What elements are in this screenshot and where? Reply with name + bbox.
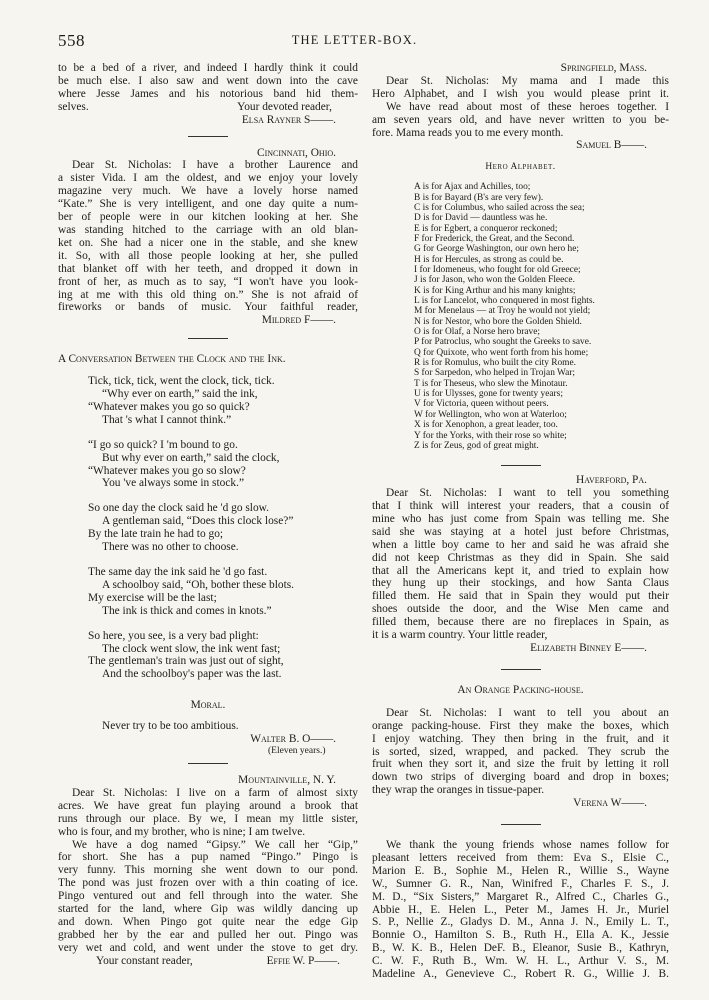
poem-line: The same day the ink said he 'd go fast. <box>88 566 268 578</box>
poem-line: So here, you see, is a very bad plight: <box>88 629 259 642</box>
alphabet-line: I for Idomeneus, who fought for old Greece; <box>414 265 581 275</box>
poem-line: But why ever on earth,” said the clock, <box>102 451 280 464</box>
text-line: We have read about most of these heroes together. I <box>386 100 669 113</box>
text-line: ber of people were in our kitchen looking at her. She <box>58 211 358 224</box>
text-line: that I think will interest your readers, that a cousin of <box>372 500 669 512</box>
signature: Elizabeth Binney E——. <box>530 641 647 654</box>
text-line: Dear St. Nicholas: I want to tell you about an <box>386 706 669 719</box>
text-line: am seven years old, and have never written to you be- <box>372 113 669 126</box>
poem-line: Tick, tick, tick, went the clock, tick, tick. <box>88 375 275 388</box>
page-number: 558 <box>58 31 85 50</box>
moral-line: Never try to be too ambitious. <box>102 720 239 733</box>
poem-line: By the late train he had to go; <box>88 528 224 541</box>
text-line: pleasant letters received from them: Eva S., Elsie C., <box>372 851 669 864</box>
place-line: Mountainville, N. Y. <box>238 773 336 786</box>
poem-line: My exercise will be the last; <box>88 591 217 604</box>
text-line: they hung up their stockings, and how Santa Claus <box>372 577 669 590</box>
alphabet-line: M for Menelaus — at Troy he would not yield; <box>414 306 591 317</box>
signature: Mildred F——. <box>261 314 336 327</box>
text-line: ket on. She had a nicer one in the stable, and she knew <box>58 236 358 249</box>
text-line: started for the land, where Gip was wildly dancing up <box>58 903 358 916</box>
divider-rule <box>501 824 541 825</box>
text-line: a sister Vida. I am the oldest, and we enjoy your lovely <box>58 172 358 185</box>
text-line: fireworks or bands of music. Your faithful reader, <box>58 301 358 314</box>
alphabet-line: X is for Xenophon, a great leader, too. <box>414 420 558 431</box>
text-line: “Kate.” She is very intelligent, and one day quite a num- <box>58 198 358 211</box>
text-line: that all the Americans kept it, and tried to explain how <box>372 564 669 577</box>
text-line: Bonnie O., Hamilton S. B., Ruth H., Ella A. K., Jessie <box>372 929 669 942</box>
text-line: it is a warm country. Your little reader, <box>372 629 548 642</box>
text-line: very funny. This morning she went down to our pond. <box>58 864 358 877</box>
text-line: runs through our place. By we, I mean my little sister, <box>58 812 358 825</box>
text-line: C. W. F., Ruth B., Wm. W. H. L., Arthur V. S., M. <box>372 955 669 968</box>
thanks-notice <box>372 839 669 981</box>
moral-heading: Moral. <box>190 699 226 712</box>
poem-line: The ink is thick and comes in knots.” <box>102 604 272 617</box>
text-line: who is four, and my brother, who is nine; I am twelve. <box>58 825 306 838</box>
signature: Elsa Rayner S——. <box>241 113 336 126</box>
divider-rule <box>188 136 228 137</box>
poem-line: “Why ever on earth,” said the ink, <box>102 388 258 401</box>
poem-line: There was no other to choose. <box>102 541 239 554</box>
text-line: ing at me with this old thing on.” She is not afraid of <box>58 288 358 301</box>
text-line: shoes outside the door, and the Wise Men came and <box>372 603 669 616</box>
place-line: Haverford, Pa. <box>576 474 647 487</box>
text-line: was standing hitched to the carriage with an old blan- <box>58 223 358 236</box>
text-fragment: selves. <box>58 100 89 113</box>
text-line: fruit when they sort it, and size the fruit by letting it roll <box>372 758 669 771</box>
text-line: acres. We have great fun playing around a brook that <box>58 799 358 812</box>
text-line: down two strips of diverging board and drop in boxes; <box>372 771 669 784</box>
text-line: Dear St. Nicholas: I have a brother Laurence and <box>72 159 358 172</box>
letter-elsa <box>58 62 358 127</box>
alphabet-line: A is for Ajax and Achilles, too; <box>414 182 531 193</box>
poem-title: A Conversation Between the Clock and the Ink. <box>58 353 286 366</box>
text-line: Marion E. B., Sophie M., Helen R., Willie S., Wayne <box>372 864 669 877</box>
text-line: they wrap the oranges in tissue-paper. <box>372 784 545 797</box>
poem-line: You 've always some in stock.” <box>102 477 244 490</box>
letter-orange-packing-house <box>372 684 669 810</box>
text-line: Pingo ventured out and fell through into the water. She <box>58 890 358 903</box>
text-line: Dear St. Nicholas: I live on a farm of almost sixty <box>72 786 358 799</box>
text-line: did not keep Christmas as they did in Spain. She said <box>372 551 669 564</box>
place-line: Cincinnati, Ohio. <box>256 146 336 159</box>
text-line: We thank the young friends whose names follow for <box>386 839 669 852</box>
divider-rule <box>501 669 541 670</box>
text-line: Madeline A., Genevieve C., Robert R. G., Willie J. B. <box>372 968 669 981</box>
alphabet-line: S for Sarpedon, who helped in Trojan War; <box>414 368 576 379</box>
text-line: and down. When Pingo got quite near the edge Gip <box>58 915 358 928</box>
text-line: filled them. He said that in Spain they would put their <box>372 590 669 603</box>
text-line: that blanket off with her teeth, and dropped it down in <box>58 262 358 275</box>
right-column <box>372 62 669 981</box>
text-line: I enjoy watching. They then bring in the fruit, and it <box>372 732 669 745</box>
poem-line: The clock went slow, the ink went fast; <box>102 642 281 655</box>
page-title: THE LETTER-BOX. <box>291 33 418 47</box>
alphabet-line: D is for David — dauntless was he. <box>414 213 548 224</box>
text-line: Dear St. Nicholas: I want to tell you something <box>386 487 669 500</box>
alphabet-line: J is for Jason, who won the Golden Fleece. <box>414 275 575 286</box>
signature: Samuel B——. <box>576 139 647 152</box>
text-line: filled them, because there are no fireplaces in Spain, as <box>372 616 669 629</box>
poem-line: So one day the clock said he 'd go slow. <box>88 502 269 515</box>
alphabet-line: T is for Theseus, who slew the Minotaur. <box>414 378 568 389</box>
text-line: mine who has just come from Spain was telling me. She <box>372 512 669 525</box>
divider-rule <box>188 763 228 764</box>
left-column <box>58 62 358 968</box>
text-line: is sorted, sized, wrapped, and packed. They scrub the <box>372 745 669 758</box>
alphabet-line: U is for Ulysses, gone for twenty years; <box>414 389 563 400</box>
text-line: The pond was just frozen over with a thin coating of ice. <box>58 877 358 890</box>
alphabet-line: R is for Romulus, who built the city Rome. <box>414 358 576 369</box>
divider-rule <box>501 465 541 466</box>
poem-line: A schoolboy said, “Oh, bother these blots. <box>102 578 295 591</box>
text-line: We have a dog named “Gipsy.” We call her “Gip,” <box>72 838 358 851</box>
text-line: Dear St. Nicholas: My mama and I made this <box>386 74 669 87</box>
poem-line: “Whatever makes you go so slow? <box>88 464 246 477</box>
alphabet-line: N is for Nestor, who bore the Golden Shield. <box>414 316 582 327</box>
alphabet-line: C is for Columbus, who sailed across the sea; <box>414 202 585 213</box>
text-line: very wet and cold, and went under the stove to get dry. <box>58 941 358 954</box>
signature: Effie W. P——. <box>266 954 340 967</box>
text-line: it. So, with all those people looking at her, she pulled <box>58 249 358 262</box>
alphabet-line: Q for Quixote, who went forth from his home; <box>414 347 589 358</box>
text-line: Hero Alphabet, and I wish you would please print it. <box>372 87 669 100</box>
text-line: W., Sumner G. R., Nan, Winifred F., Charles F. S., J. <box>372 877 669 890</box>
poem-line: “I go so quick? I 'm bound to go. <box>88 438 238 451</box>
poem-line: “Whatever makes you go so quick? <box>88 400 250 413</box>
text-line: M. D., “Six Sisters,” Margaret R., Alfred C., Charles G., <box>372 890 669 903</box>
closing: Your devoted reader, <box>237 100 332 113</box>
letter-cincinnati <box>58 147 358 328</box>
poem-line: A gentleman said, “Does this clock lose?” <box>102 515 294 528</box>
alphabet-line: P for Patroclus, who sought the Greeks to save. <box>414 337 592 348</box>
letter-haverford <box>372 474 669 655</box>
text-line <box>58 955 358 968</box>
alphabet-line: V for Victoria, queen without peers. <box>414 399 549 410</box>
poem-line: That 's what I cannot think.” <box>102 413 232 426</box>
text-line: front of her, as much as to say, “I won't have you look- <box>58 275 358 288</box>
divider-rule <box>188 338 228 339</box>
signature: Verena W——. <box>573 797 647 810</box>
text-line <box>58 101 358 114</box>
poem-line: And the schoolboy's paper was the last. <box>102 668 282 681</box>
alphabet-line: B is for Bayard (B's are very few). <box>414 192 544 203</box>
text-line: be much else. I also saw and went down into the cave <box>58 74 358 87</box>
alphabet-title: Hero Alphabet. <box>485 162 556 173</box>
alphabet-line: H is for Hercules, as strong as could be. <box>414 254 564 265</box>
text-line: magazine very much. We have a lovely horse named <box>58 185 358 198</box>
text-line: said she was staying at a hotel just before Christmas, <box>372 525 669 538</box>
text-line: S. P., Nellie Z., Gladys D. M., Anna J. N., Emily L. T., <box>372 916 669 929</box>
alphabet-line: E is for Egbert, a conqueror reckoned; <box>414 223 558 234</box>
text-line: grabbed her by the ear and pulled her out. Pingo was <box>58 928 358 941</box>
text-line: B., W. K. B., Helen DeF. B., Eleanor, Susie B., Kathryn, <box>372 942 669 955</box>
alphabet-line: K is for King Arthur and his many knights; <box>414 285 576 296</box>
text-line: to be a bed of a river, and indeed I hardly think it could <box>58 62 358 74</box>
text-line: orange packing-house. First they make the boxes, which <box>372 719 669 732</box>
place-line: Springfield, Mass. <box>560 62 647 74</box>
letter-mountainville <box>58 774 358 968</box>
letter-springfield <box>372 62 669 152</box>
text-line: Abbie H., E. Helen L., Peter M., James H. Jr., Muriel <box>372 903 669 916</box>
poem-clock-ink <box>58 353 358 757</box>
alphabet-line: Z is for Zeus, god of great might. <box>414 440 539 451</box>
text-line: fore. Mama reads you to me every month. <box>372 126 564 139</box>
alphabet-line: Y for the Yorks, with their rose so white; <box>414 430 567 441</box>
alphabet-line: O is for Olaf, a Norse hero brave; <box>414 327 540 338</box>
alphabet-line: L is for Lancelot, who conquered in most fights. <box>414 296 595 307</box>
text-line: when a little boy came to her and said he was afraid she <box>372 538 669 551</box>
alphabet-line: F for Frederick, the Great, and the Second. <box>414 233 575 244</box>
text-line: where Jesse James and his notorious band hid them- <box>58 87 358 100</box>
page-header <box>0 0 709 52</box>
alphabet-line: G for George Washington, our own hero he; <box>414 244 580 255</box>
hero-alphabet <box>372 182 669 451</box>
signature: Walter B. O——. <box>250 733 336 746</box>
letter-title: An Orange Packing-house. <box>457 683 584 696</box>
alphabet-line: W for Wellington, who won at Waterloo; <box>414 409 567 420</box>
closing: Your constant reader, <box>96 954 193 967</box>
poem-line: The gentleman's train was just out of sight, <box>88 655 284 668</box>
text-line: for short. She has a pup named “Pingo.” Pingo is <box>58 851 358 864</box>
author-age: (Eleven years.) <box>268 745 326 756</box>
